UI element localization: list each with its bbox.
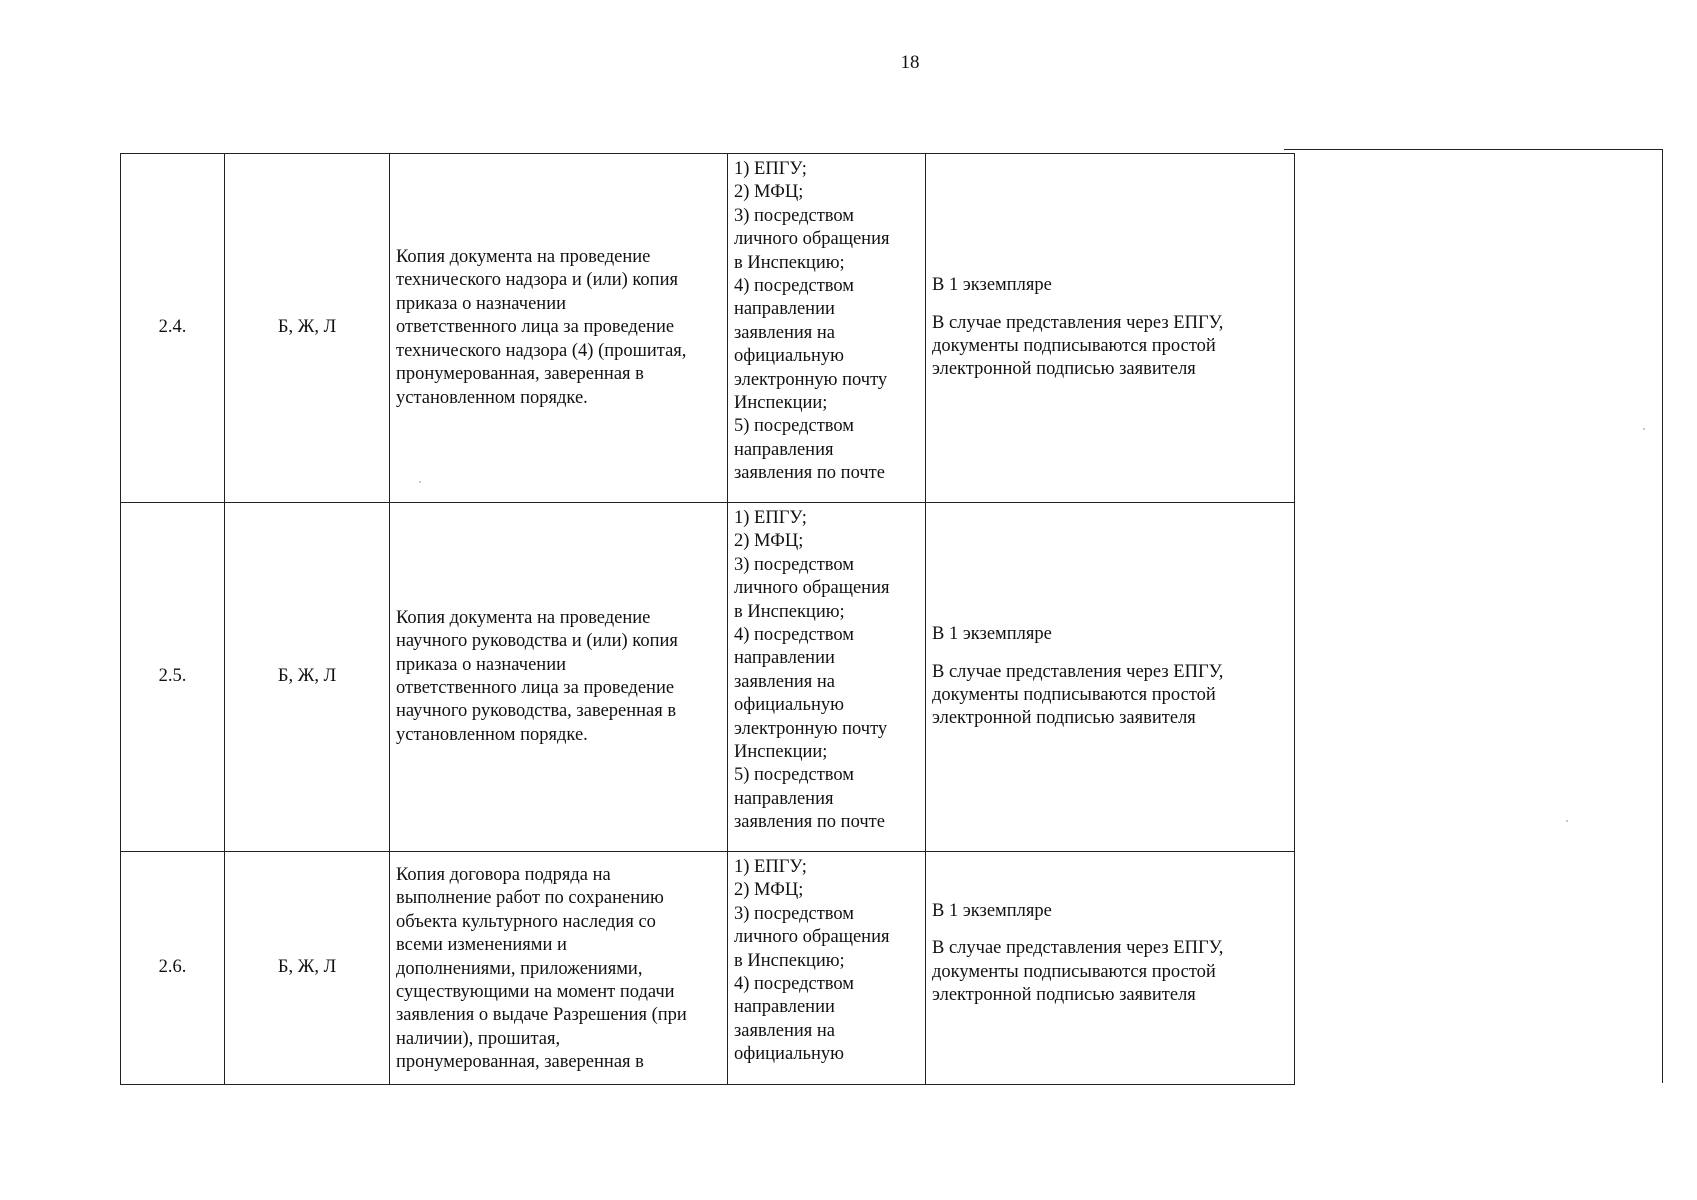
text-line: 3) посредством <box>734 205 854 226</box>
text-line: заявления на <box>734 322 836 343</box>
text-line: Инспекции; <box>734 742 828 763</box>
text-line: научного руководства и (или) копия <box>396 631 678 652</box>
scan-speck <box>1566 820 1568 822</box>
table-row <box>121 154 1295 503</box>
text-line: направлении <box>734 299 835 320</box>
copies-note <box>926 503 1295 852</box>
text-line: заявления по почте <box>734 812 885 833</box>
document-description <box>390 503 728 852</box>
text-line: электронной подписью заявителя <box>932 359 1196 380</box>
text-line: официальную <box>734 695 844 716</box>
text-line: документы подписываются простой <box>932 685 1216 705</box>
text-line: 4) посредством <box>734 276 854 297</box>
submission-methods-text <box>734 158 919 486</box>
adjacent-table-frame <box>1284 149 1663 1083</box>
text-line: в Инспекцию; <box>734 950 845 971</box>
scan-speck <box>419 481 421 483</box>
document-description-text <box>396 246 721 410</box>
text-line: установленном порядке. <box>396 387 588 408</box>
document-description-text <box>396 864 721 1075</box>
row-codes: Б, Ж, Л <box>225 852 390 1085</box>
text-line: электронную почту <box>734 718 888 739</box>
signature-note <box>932 661 1288 731</box>
text-line: технического надзора (4) (прошитая, <box>396 340 687 361</box>
table-row <box>121 852 1295 1085</box>
text-line: 5) посредством <box>734 765 854 786</box>
text-line: личного обращения <box>734 229 890 250</box>
text-line: Копия документа на проведение <box>396 247 651 268</box>
text-line: заявления о выдаче Разрешения (при <box>396 1005 687 1026</box>
text-line: Инспекции; <box>734 393 828 414</box>
document-description <box>390 154 728 503</box>
signature-note <box>932 312 1288 382</box>
text-line: 5) посредством <box>734 416 854 437</box>
document-description-text <box>396 607 721 747</box>
text-line: пронумерованная, заверенная в <box>396 364 644 385</box>
text-line: личного обращения <box>734 927 890 948</box>
text-line: технического надзора и (или) копия <box>396 270 678 291</box>
copies-count: В 1 экземпляре <box>932 275 1052 296</box>
text-line: объекта культурного наследия со <box>396 911 656 932</box>
row-number: 2.6. <box>121 852 225 1085</box>
submission-methods <box>728 852 926 1085</box>
text-line: научного руководства, заверенная в <box>396 701 677 722</box>
text-line: В случае представления через ЕПГУ, <box>932 938 1224 959</box>
row-number: 2.5. <box>121 503 225 852</box>
submission-methods <box>728 503 926 852</box>
signature-note <box>932 937 1288 1007</box>
text-line: электронную почту <box>734 369 888 390</box>
text-line: в Инспекцию; <box>734 601 845 622</box>
copies-count: В 1 экземпляре <box>932 624 1052 645</box>
text-line: электронной подписью заявителя <box>932 708 1196 729</box>
text-line: пронумерованная, заверенная в <box>396 1052 644 1073</box>
text-line: направления <box>734 788 834 809</box>
text-line: официальную <box>734 346 844 367</box>
text-line: 4) посредством <box>734 625 854 646</box>
copies-count: В 1 экземпляре <box>932 901 1052 921</box>
text-line: направлении <box>734 648 835 669</box>
table-row <box>121 503 1295 852</box>
text-line: электронной подписью заявителя <box>932 985 1196 1006</box>
text-line: документы подписываются простой <box>932 961 1216 982</box>
text-line: всеми изменениями и <box>396 935 567 956</box>
text-line: 3) посредством <box>734 554 854 575</box>
text-line: 1) ЕПГУ; <box>734 857 807 877</box>
text-line: выполнение работ по сохранению <box>396 888 664 909</box>
text-line: 1) ЕПГУ; <box>734 159 807 179</box>
submission-methods <box>728 154 926 503</box>
row-number: 2.4. <box>121 154 225 503</box>
text-line: документы подписываются простой <box>932 336 1216 356</box>
text-line: заявления по почте <box>734 463 885 484</box>
text-line: 4) посредством <box>734 974 854 995</box>
text-line: 1) ЕПГУ; <box>734 508 807 528</box>
text-line: приказа о назначении <box>396 293 566 314</box>
text-line: 2) МФЦ; <box>734 182 804 203</box>
text-line: ответственного лица за проведение <box>396 317 675 338</box>
document-description <box>390 852 728 1085</box>
text-line: в Инспекцию; <box>734 252 845 273</box>
text-line: 2) МФЦ; <box>734 531 804 552</box>
submission-methods-text <box>734 507 919 835</box>
text-line: В случае представления через ЕПГУ, <box>932 312 1224 333</box>
text-line: заявления на <box>734 671 836 692</box>
row-codes: Б, Ж, Л <box>225 154 390 503</box>
text-line: направления <box>734 439 834 460</box>
text-line: приказа о назначении <box>396 654 566 675</box>
text-line: ответственного лица за проведение <box>396 678 675 698</box>
scan-speck <box>1643 428 1645 430</box>
text-line: Копия документа на проведение <box>396 607 651 628</box>
text-line: направлении <box>734 997 835 1018</box>
text-line: Копия договора подряда на <box>396 865 611 885</box>
documents-table <box>120 153 1295 1085</box>
copies-note <box>926 154 1295 503</box>
text-line: существующими на момент подачи <box>396 982 675 1003</box>
page-number: 18 <box>900 52 920 73</box>
table-body <box>121 154 1295 1085</box>
text-line: личного обращения <box>734 578 890 599</box>
text-line: наличии), прошитая, <box>396 1028 561 1049</box>
text-line: В случае представления через ЕПГУ, <box>932 661 1224 682</box>
copies-note <box>926 852 1295 1085</box>
text-line: установленном порядке. <box>396 724 588 745</box>
text-line: 2) МФЦ; <box>734 880 804 901</box>
text-line: официальную <box>734 1044 844 1065</box>
text-line: 3) посредством <box>734 903 854 924</box>
row-codes: Б, Ж, Л <box>225 503 390 852</box>
submission-methods-text <box>734 856 919 1067</box>
text-line: заявления на <box>734 1020 836 1041</box>
text-line: дополнениями, приложениями, <box>396 958 643 979</box>
